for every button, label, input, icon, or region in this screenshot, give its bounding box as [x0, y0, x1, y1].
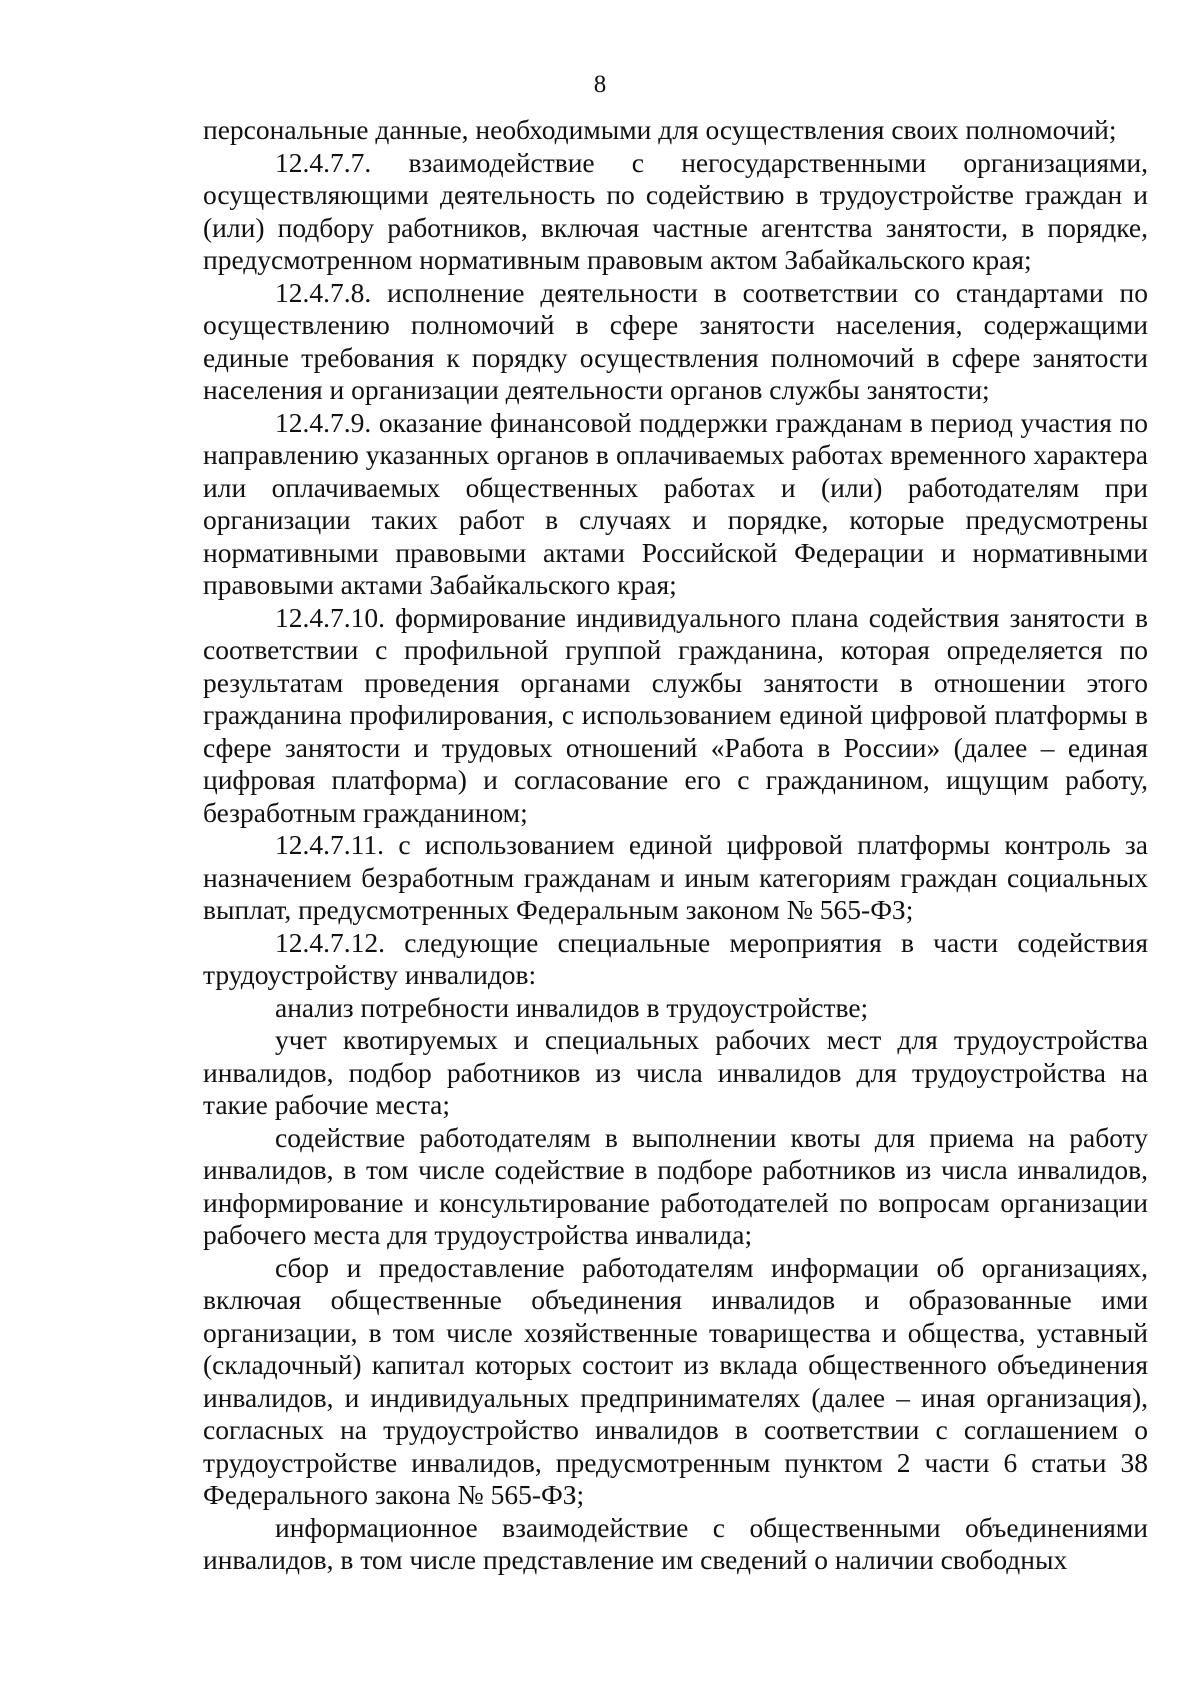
paragraph-item-needs-analysis: анализ потребности инвалидов в трудоустройстве; [275, 991, 869, 1023]
document-body [203, 114, 1148, 1577]
page-number: 8 [593, 71, 607, 98]
paragraph-item-quota-accounting: учет квотируемых и специальных рабочих мест для трудоустройства инвалидов, подбор работников из числа инвалидов для трудоустройства на такие рабочие места; [203, 1024, 1148, 1120]
paragraph-12-4-7-10: 12.4.7.10. формирование индивидуального плана содействия занятости в соответствии с профильной группой гражданина, которая определяется по результатам проведения органами службы занятости в отношении этого гражданина профилирования, с использованием единой цифровой платформы в сфере занятости и трудовых отношений «Работа в России» (далее – единая цифровая платформа) и согласование его с гражданином, ищущим работу, безработным гражданином; [203, 601, 1148, 828]
paragraph-12-4-7-11: 12.4.7.11. с использованием единой цифровой платформы контроль за назначением безработным гражданам и иным категориям граждан социальных выплат, предусмотренных Федеральным законом № 565-ФЗ; [203, 829, 1148, 925]
paragraph-12-4-7-9: 12.4.7.9. оказание финансовой поддержки гражданам в период участия по направлению указанных органов в оплачиваемых работах временного характера или оплачиваемых общественных работах и (или) работодателям при организации таких работ в случаях и порядке, которые предусмотрены нормативными правовыми актами Российской Федерации и нормативными правовыми актами Забайкальского края; [203, 406, 1148, 600]
paragraph-item-information-collection: сбор и предоставление работодателям информации об организациях, включая общественные объединения инвалидов и образованные ими организации, в том числе хозяйственные товарищества и общества, уставный (складочный) капитал которых состоит из вклада общественного объединения инвалидов, и индивидуальных предпринимателях (далее – иная организация), согласных на трудоустройство инвалидов в соответствии с соглашением о трудоустройстве инвалидов, предусмотренным пунктом 2 части 6 статьи 38 Федерального закона № 565-ФЗ; [203, 1251, 1148, 1510]
paragraph-12-4-7-12: 12.4.7.12. следующие специальные мероприятия в части содействия трудоустройству инвалидов: [203, 926, 1148, 990]
paragraph-12-4-7-8: 12.4.7.8. исполнение деятельности в соответствии со стандартами по осуществлению полномочий в сфере занятости населения, содержащими единые требования к порядку осуществления полномочий в сфере занятости населения и организации деятельности органов службы занятости; [203, 276, 1148, 405]
paragraph-item-information-exchange: информационное взаимодействие с общественными объединениями инвалидов, в том числе представление им сведений о наличии свободных [203, 1511, 1148, 1575]
paragraph-continuation: персональные данные, необходимыми для осуществления своих полномочий; [203, 114, 1117, 145]
paragraph-12-4-7-7: 12.4.7.7. взаимодействие с негосударственными организациями, осуществляющими деятельность по содействию в трудоустройстве граждан и (или) подбору работников, включая частные агентства занятости, в порядке, предусмотренном нормативным правовым актом Забайкальского края; [203, 146, 1148, 275]
paragraph-item-employer-assistance: содействие работодателям в выполнении квоты для приема на работу инвалидов, в том числе содействие в подборе работников из числа инвалидов, информирование и консультирование работодателей по вопросам организации рабочего места для трудоустройства инвалида; [203, 1121, 1148, 1250]
